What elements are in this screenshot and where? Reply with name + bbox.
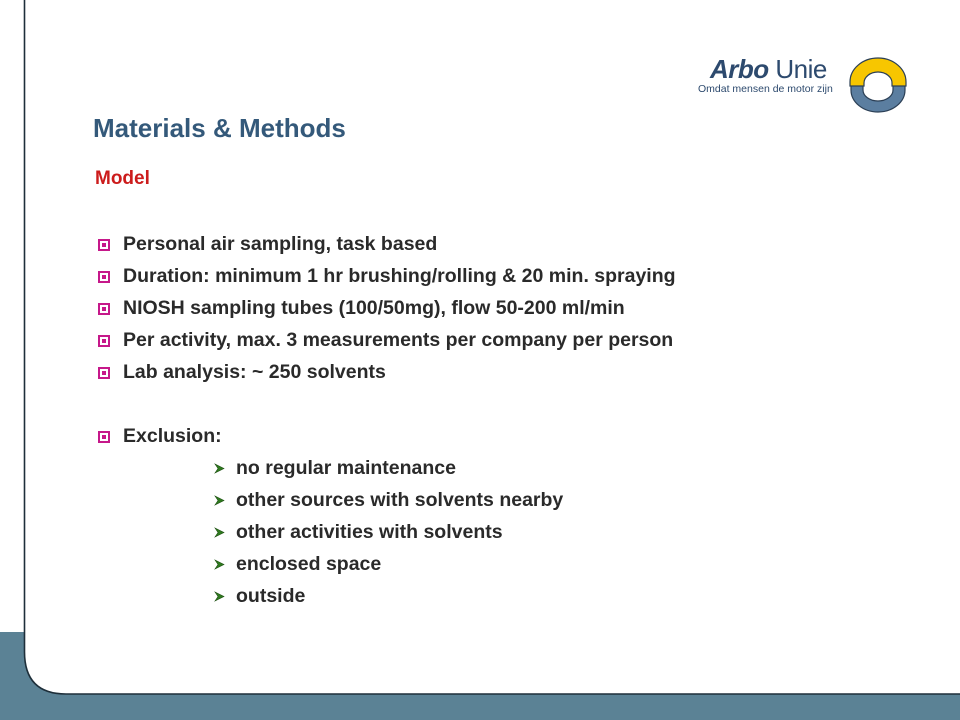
square-bullet-icon [98, 431, 110, 443]
logo-mark-icon [847, 56, 909, 114]
exclusion-list [214, 455, 563, 615]
bullet-text: Per activity, max. 3 measurements per company per person [123, 329, 674, 351]
logo-name-unie: Unie [775, 54, 827, 84]
bullet-item [97, 263, 676, 295]
arrow-bullet-icon [214, 559, 225, 570]
exclusion-text: other sources with solvents nearby [236, 489, 564, 511]
bullet-text: Exclusion: [123, 425, 222, 447]
page-title: Materials & Methods [93, 113, 346, 143]
square-bullet-icon [98, 239, 110, 251]
arbo-unie-logo [690, 52, 920, 122]
bullet-item [97, 327, 676, 359]
exclusion-text: no regular maintenance [236, 457, 456, 479]
logo-tagline: Omdat mensen de motor zijn [698, 83, 833, 95]
exclusion-item [214, 455, 563, 487]
square-bullet-icon [98, 271, 110, 283]
bullet-text: NIOSH sampling tubes (100/50mg), flow 50-200 ml/min [123, 297, 625, 319]
bullet-list [97, 231, 676, 455]
exclusion-item [214, 487, 563, 519]
bullet-text: Personal air sampling, task based [123, 233, 438, 255]
bullet-item [97, 231, 676, 263]
exclusion-item [214, 519, 563, 551]
bullet-item [97, 295, 676, 327]
square-bullet-icon [98, 335, 110, 347]
bullet-item [97, 359, 676, 391]
bullet-item-exclusion [97, 423, 676, 455]
logo-name-arbo: Arbo [710, 54, 769, 84]
exclusion-text: enclosed space [236, 553, 382, 575]
square-bullet-icon [98, 303, 110, 315]
exclusion-text: other activities with solvents [236, 521, 503, 543]
arrow-bullet-icon [214, 591, 225, 602]
logo-name [710, 54, 827, 85]
bullet-text: Lab analysis: ~ 250 solvents [123, 361, 386, 383]
exclusion-text: outside [236, 585, 306, 607]
bullet-text: Duration: minimum 1 hr brushing/rolling & 20 min. spraying [123, 265, 676, 287]
exclusion-item [214, 551, 563, 583]
arrow-bullet-icon [214, 495, 225, 506]
arrow-bullet-icon [214, 463, 225, 474]
exclusion-item [214, 583, 563, 615]
page-subtitle: Model [95, 168, 150, 189]
arrow-bullet-icon [214, 527, 225, 538]
square-bullet-icon [98, 367, 110, 379]
